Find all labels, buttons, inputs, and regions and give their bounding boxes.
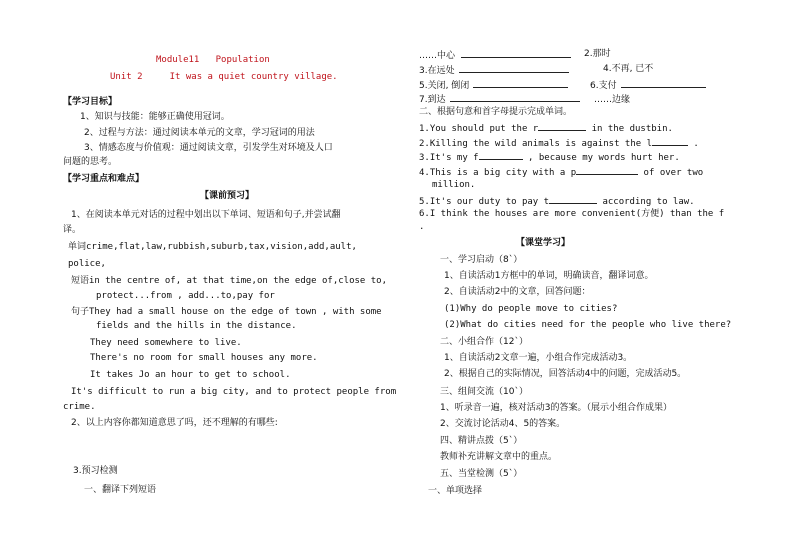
translate-item-4: 4.不再, 已不: [603, 64, 654, 74]
fill-3-text: 3.It's my f: [419, 153, 479, 163]
item-7-text: 7.到达: [419, 95, 446, 105]
sentence-4: It takes Jo an hour to get to school.: [90, 370, 291, 380]
item-1-text: ……中心: [419, 51, 456, 61]
section-2-item-1: 1、自读活动2文章一遍，小组合作完成活动3。: [444, 353, 633, 363]
answer-blank[interactable]: [538, 122, 586, 131]
module-title: Module11 Population: [156, 55, 270, 65]
objectives-heading: 【学习目标】: [63, 97, 118, 107]
answer-blank[interactable]: [459, 64, 569, 73]
fill-1: [419, 122, 673, 135]
fill-6-dot: .: [419, 222, 425, 232]
task-2: 2、以上内容你都知道意思了吗，还不理解的有哪些:: [71, 418, 278, 428]
translate-item-2: 2.那时: [584, 49, 611, 59]
fill-4: [419, 166, 703, 179]
question-1: (1)Why do people move to cities?: [444, 304, 618, 314]
objective-3: 3、情感态度与价值观：通过阅读文章，引发学生对环境及人口: [84, 143, 333, 153]
fill-1-end: in the dustbin.: [586, 124, 673, 134]
multiple-choice-heading: 一、单项选择: [428, 486, 483, 496]
section-3-item-2: 2、交流讨论活动4、5的答案。: [440, 419, 566, 429]
phrases-line1: 短语in the centre of, at that time,on the edge of,close to,: [71, 276, 388, 286]
objective-3-cont: 问题的思考。: [63, 157, 118, 167]
unit-title: Unit 2 It was a quiet country village.: [110, 72, 338, 82]
translate-item-8: [594, 93, 630, 106]
translate-item-7: [419, 93, 580, 106]
fill-5-end: according to law.: [597, 197, 695, 207]
translate-item-5: [419, 79, 568, 92]
item-6-text: 6.支付: [590, 81, 617, 91]
item-3-text: 3.在远处: [419, 66, 455, 76]
section-1-item-1: 1、自读活动1方框中的单词，明确读音，翻译词意。: [444, 271, 654, 281]
task-1-line2: 译。: [63, 225, 82, 235]
objective-1: 1、知识与技能：能够正确使用冠词。: [80, 112, 230, 122]
sentence-5a: It's difficult to run a big city, and to protect people from: [71, 387, 397, 397]
fill-4-cont: million.: [432, 180, 476, 190]
fill-2-text: 2.Killing the wild animals is against the l: [419, 139, 652, 149]
section-4-item-1: 教师补充讲解文章中的重点。: [440, 452, 558, 462]
fill-2: [419, 137, 699, 150]
class-heading: 【课堂学习】: [516, 238, 571, 248]
fill-6: 6.I think the houses are more convenient(方便) than the f: [419, 209, 725, 219]
section-4: 四、精讲点拨（5`）: [440, 436, 523, 446]
translate-item-1: [419, 49, 571, 62]
section-3: 三、组间交流（10`）: [440, 387, 528, 397]
section-1: 一、学习启动（8`）: [440, 255, 523, 265]
fill-3: [419, 151, 680, 164]
translate-item-6: [590, 79, 706, 92]
words-line1: 单词crime,flat,law,rubbish,suburb,tax,vision,add,ault,: [68, 242, 357, 252]
words-line2: police,: [68, 259, 106, 269]
answer-blank[interactable]: [549, 195, 597, 204]
fill-5: [419, 195, 695, 208]
answer-blank[interactable]: [479, 151, 523, 160]
section-5: 五、当堂检测（5`）: [440, 469, 523, 479]
translate-heading: 一、翻译下列短语: [84, 485, 157, 495]
fill-1-text: 1.You should put the r: [419, 124, 539, 134]
sentence-3: There's no room for small houses any more.: [90, 353, 318, 363]
fill-4-end: of over two: [638, 168, 704, 178]
item-5-text: 5.关闭, 倒闭: [419, 81, 470, 91]
question-2: (2)What do cities need for the people who live there?: [444, 320, 732, 330]
sentence-2: They need somewhere to live.: [90, 338, 242, 348]
section-2: 二、小组合作（12`）: [440, 337, 528, 347]
answer-blank[interactable]: [576, 166, 638, 175]
answer-blank[interactable]: [450, 93, 580, 102]
fill-3-end: , because my words hurt her.: [522, 153, 680, 163]
item-8-text: ……边缘: [594, 95, 631, 105]
keypoints-heading: 【学习重点和难点】: [63, 174, 145, 184]
fill-2-end: .: [688, 139, 699, 149]
task-1-line1: 1、在阅读本单元对话的过程中划出以下单词、短语和句子,并尝试翻: [71, 210, 341, 220]
objective-2: 2、过程与方法：通过阅读本单元的文章，学习冠词的用法: [84, 128, 315, 138]
translate-item-3: [419, 64, 569, 77]
fill-5-text: 5.It's our duty to pay t: [419, 197, 550, 207]
answer-blank[interactable]: [473, 79, 568, 88]
preview-heading: 【课前预习】: [200, 191, 255, 201]
answer-blank[interactable]: [652, 137, 688, 146]
section-1-item-2: 2、自读活动2中的文章，回答问题：: [444, 287, 591, 297]
answer-blank[interactable]: [621, 79, 706, 88]
sentence-1a: 句子They had a small house on the edge of town , with some: [71, 307, 382, 317]
fill-heading: 二、根据句意和首字母提示完成单词。: [419, 107, 573, 117]
phrases-line2: protect...from , add...to,pay for: [96, 291, 275, 301]
sentence-5b: crime.: [63, 402, 96, 412]
section-2-item-2: 2、根据自己的实际情况，回答活动4中的问题，完成活动5。: [444, 369, 687, 379]
check-heading: 3.预习检测: [73, 466, 118, 476]
section-3-item-1: 1、听录音一遍，核对活动3的答案。（展示小组合作成果）: [440, 403, 672, 413]
answer-blank[interactable]: [461, 49, 571, 58]
sentence-1b: fields and the hills in the distance.: [96, 321, 297, 331]
fill-4-text: 4.This is a big city with a p: [419, 168, 577, 178]
